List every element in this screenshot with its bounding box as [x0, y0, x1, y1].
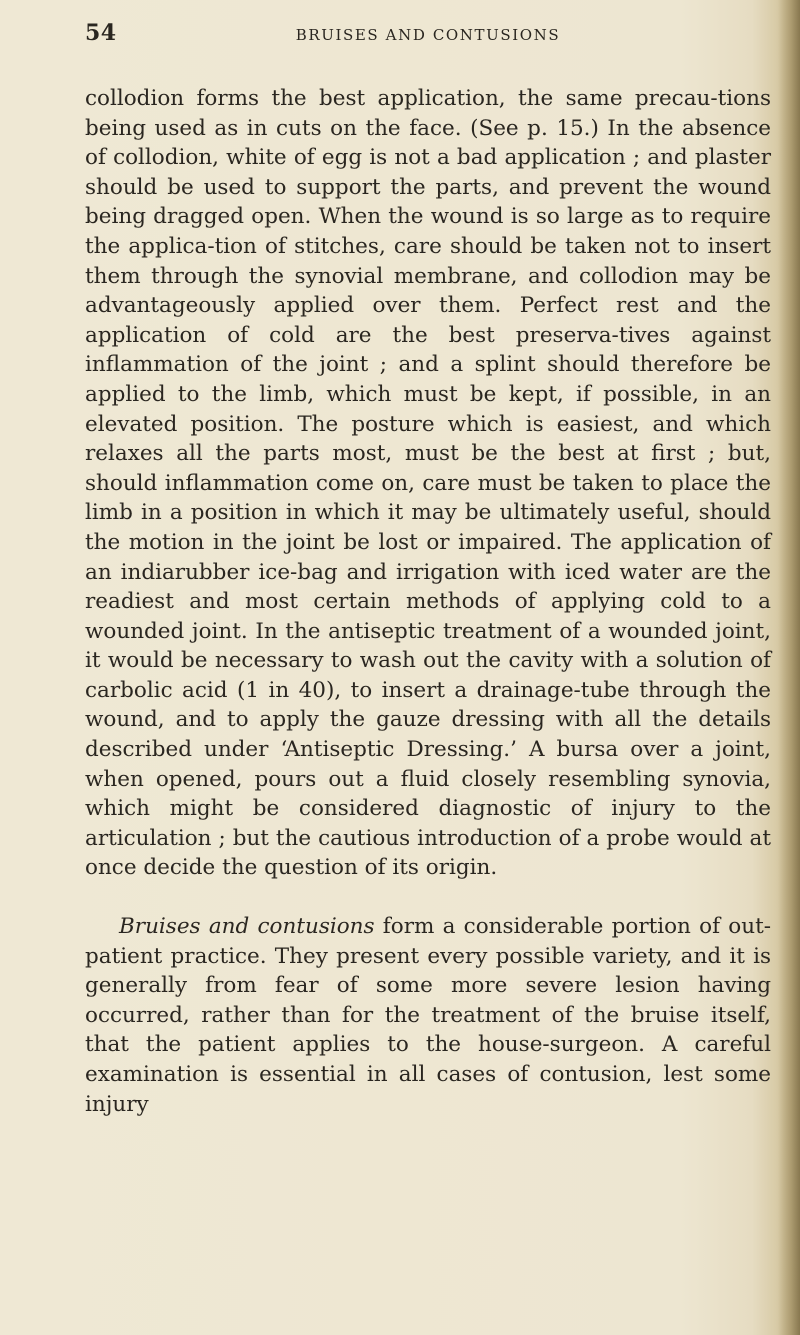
paragraph-bruises	[85, 912, 771, 1119]
page-edge-shadow	[778, 0, 800, 1335]
page-number: 54	[85, 20, 117, 46]
running-head: BRUISES AND CONTUSIONS	[295, 26, 561, 44]
paragraph-bruises-text: form a considerable portion of out-patient practice. They present every possible variety, and it is generally from fear of some more severe lesion having occurred, rather than for the treatment of the bruise itself, that the patient applies to the house-surgeon. A careful examination is essential in all cases of contusion, lest some injury	[85, 914, 771, 1117]
body-text	[85, 84, 771, 1119]
italic-term-bruises-and-contusions: Bruises and contusions	[119, 914, 375, 940]
paragraph-collodion: collodion forms the best application, the same precau-tions being used as in cuts on the face. (See p. 15.) In the absence of collodion, white of egg is not a bad application ; and plaster should be used to support the parts, and prevent the wound being dragged open. When the wound is so large as to require the applica-tion of stitches, care should be taken not to insert them through the synovial membrane, and collodion may be advantageously applied over them. Perfect rest and the application of cold are the best preserva-tives against inflammation of the joint ; and a splint should therefore be applied to the limb, which must be kept, if possible, in an elevated position. The posture which is easiest, and which relaxes all the parts most, must be the best at first ; but, should inflammation come on, care must be taken to place the limb in a position in which it may be ultimately useful, should the motion in the joint be lost or impaired. The application of an indiarubber ice-bag and irrigation with iced water are the readiest and most certain methods of applying cold to a wounded joint. In the antiseptic treatment of a wounded joint, it would be necessary to wash out the cavity with a solution of carbolic acid (1 in 40), to insert a drainage-tube through the wound, and to apply the gauze dressing with all the details described under ‘Antiseptic Dressing.’ A bursa over a joint, when opened, pours out a fluid closely resembling synovia, which might be considered diagnostic of injury to the articulation ; but the cautious introduction of a probe would at once decide the question of its origin.	[85, 86, 771, 881]
page-header	[85, 20, 771, 54]
